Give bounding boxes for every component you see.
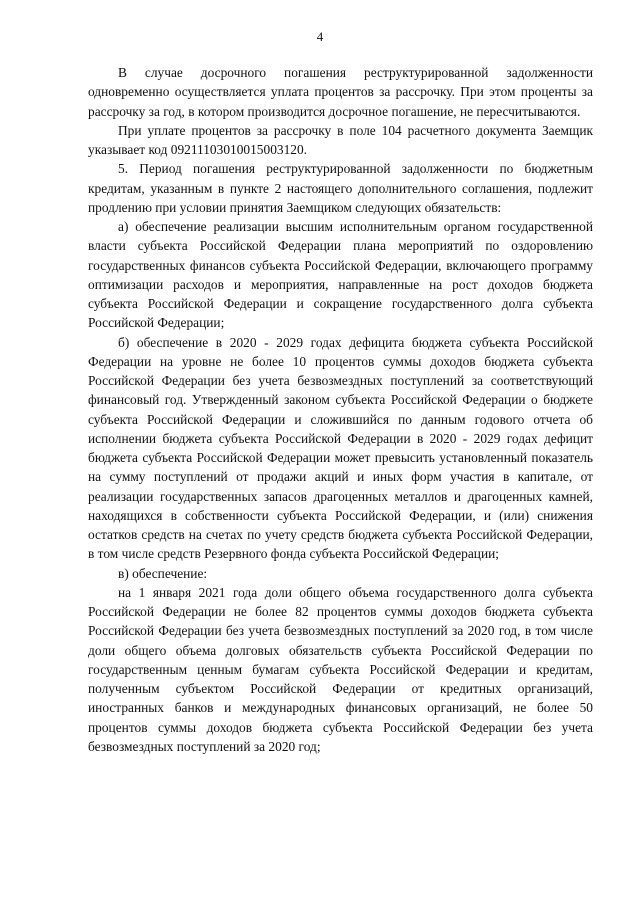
paragraph-item-5: 5. Период погашения реструктурированной задолженности по бюджетным кредитам, указанным в пункте 2 настоящего дополнительного соглашения, подлежит продлению при условии принятия Заемщиком следующих обязательств: <box>88 161 593 215</box>
paragraph-interest-code: При уплате процентов за рассрочку в поле 104 расчетного документа Заемщик указывает код 09211103010015003120. <box>88 122 593 157</box>
document-body <box>88 63 593 756</box>
paragraph-early-repayment: В случае досрочного погашения реструктурированной задолженности одновременно осуществляется уплата процентов за рассрочку. При этом проценты за рассрочку за год, в котором производится досрочное погашение, не пересчитываются. <box>88 65 593 119</box>
paragraph-debt-share-2021: на 1 января 2021 года доли общего объема государственного долга субъекта Российской Федерации не более 82 процентов суммы доходов бюджета субъекта Российской Федерации без учета безвозмездных поступлений за 2020 год, в том числе доли общего объема долговых обязательств субъекта Российской Федерации по государственным ценным бумагам субъекта Российской Федерации и кредитам, полученным субъектом Российской Федерации от кредитных организаций, иностранных банков и международных финансовых организаций, не более 50 процентов суммы доходов бюджета субъекта Российской Федерации без учета безвозмездных поступлений за 2020 год; <box>88 584 593 754</box>
paragraph-subitem-v: в) обеспечение: <box>118 565 208 581</box>
paragraph-subitem-b: б) обеспечение в 2020 - 2029 годах дефицита бюджета субъекта Российской Федерации на уровне не более 10 процентов суммы доходов бюджета субъекта Российской Федерации без учета безвозмездных поступлений за соответствующий финансовый год. Утвержденный законом субъекта Российской Федерации о бюджете субъекта Российской Федерации и сложившийся по данным годового отчета об исполнении бюджета субъекта Российской Федерации в 2020 - 2029 годах дефицит бюджета субъекта Российской Федерации может превысить установленный показатель на сумму поступлений от продажи акций и иных форм участия в капитале, от реализации государственных запасов драгоценных металлов и драгоценных камней, находящихся в собственности субъекта Российской Федерации, и (или) снижения остатков средств на счетах по учету средств бюджета субъекта Российской Федерации, в том числе средств Резервного фонда субъекта Российской Федерации; <box>88 334 593 562</box>
paragraph-subitem-a: а) обеспечение реализации высшим исполнительным органом государственной власти субъекта Российской Федерации плана мероприятий по оздоровлению государственных финансов субъекта Российской Федерации, включающего программу оптимизации расходов и мероприятия, направленные на рост доходов бюджета субъекта Российской Федерации и сокращение государственного долга субъекта Российской Федерации; <box>88 219 593 331</box>
page-number: 4 <box>316 29 324 44</box>
